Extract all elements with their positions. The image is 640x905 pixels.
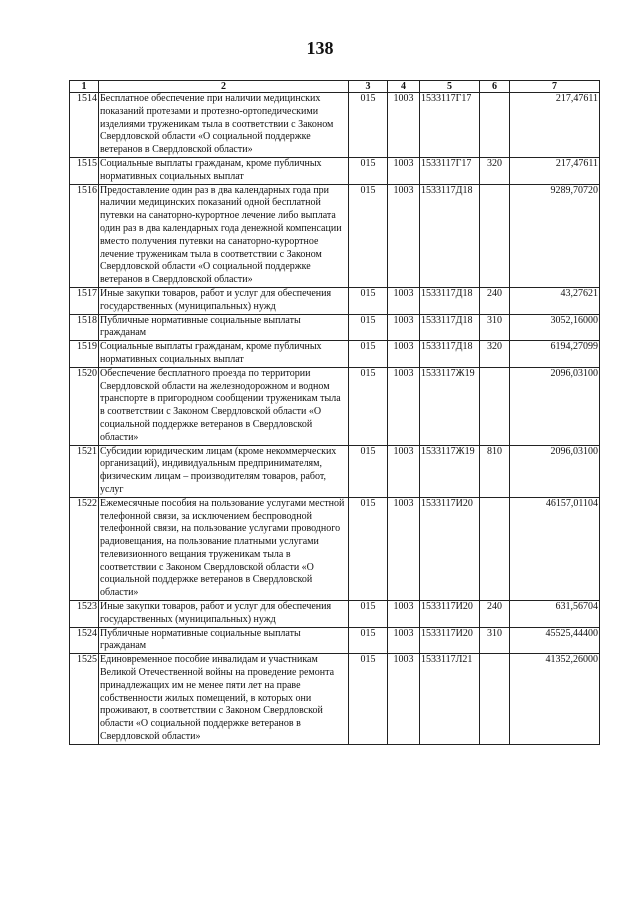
section-code-cell: 1003 — [388, 445, 420, 497]
row-number-cell: 1514 — [70, 93, 99, 158]
expense-type-cell: 320 — [480, 157, 510, 184]
amount-cell: 631,56704 — [510, 601, 600, 628]
expense-type-cell — [480, 184, 510, 287]
ministry-code-cell: 015 — [349, 287, 388, 314]
table-row — [70, 497, 600, 600]
section-code-cell: 1003 — [388, 157, 420, 184]
ministry-code-cell: 015 — [349, 601, 388, 628]
amount-cell: 2096,03100 — [510, 367, 600, 445]
row-number-cell: 1521 — [70, 445, 99, 497]
expense-type-cell — [480, 367, 510, 445]
row-number-cell: 1525 — [70, 654, 99, 745]
expense-type-cell — [480, 654, 510, 745]
row-number-cell: 1516 — [70, 184, 99, 287]
description-cell: Единовременное пособие инвалидам и участникам Великой Отечественной войны на проведение ремонта принадлежащих им не менее пяти лет на праве собственности жилых помещений, в которых они проживают, в соответствии с Законом Свердловской области «О социальной поддержке ветеранов в Свердловской области» — [99, 654, 349, 745]
description-cell: Социальные выплаты гражданам, кроме публичных нормативных социальных выплат — [99, 341, 349, 368]
header-cell: 1 — [70, 81, 99, 93]
expense-type-cell — [480, 93, 510, 158]
page-number: 138 — [306, 38, 334, 58]
description-cell: Публичные нормативные социальные выплаты гражданам — [99, 627, 349, 654]
expense-type-cell: 320 — [480, 341, 510, 368]
amount-cell: 45525,44400 — [510, 627, 600, 654]
description-cell: Обеспечение бесплатного проезда по территории Свердловской области на железнодорожном и водном транспорте в пригородном сообщении труженикам тыла в соответствии с Законом Свердловской области «О социальной поддержке ветеранов в Свердловской области» — [99, 367, 349, 445]
target-code-cell: 1533117И20 — [420, 627, 480, 654]
target-code-cell: 1533117Д18 — [420, 184, 480, 287]
expense-type-cell: 240 — [480, 601, 510, 628]
row-number-cell: 1520 — [70, 367, 99, 445]
target-code-cell: 1533117Д18 — [420, 287, 480, 314]
description-cell: Ежемесячные пособия на пользование услугами местной телефонной связи, за исключением беспроводной телефонной связи, на пользование услугами проводного радиовещания, на пользование платными услугами телевизионного вещания труженикам тыла в соответствии с Законом Свердловской области «О социальной поддержке ветеранов в Свердловской области» — [99, 497, 349, 600]
amount-cell: 2096,03100 — [510, 445, 600, 497]
header-cell: 6 — [480, 81, 510, 93]
section-code-cell: 1003 — [388, 601, 420, 628]
row-number-cell: 1517 — [70, 287, 99, 314]
description-cell: Субсидии юридическим лицам (кроме некоммерческих организаций), индивидуальным предпринимателям, физическим лицам – производителям товаров, работ, услуг — [99, 445, 349, 497]
amount-cell: 41352,26000 — [510, 654, 600, 745]
section-code-cell: 1003 — [388, 314, 420, 341]
amount-cell: 9289,70720 — [510, 184, 600, 287]
description-cell: Иные закупки товаров, работ и услуг для обеспечения государственных (муниципальных) нужд — [99, 601, 349, 628]
table-row — [70, 654, 600, 745]
table-row — [70, 184, 600, 287]
target-code-cell: 1533117Д18 — [420, 314, 480, 341]
target-code-cell: 1533117Ж19 — [420, 367, 480, 445]
target-code-cell: 1533117И20 — [420, 601, 480, 628]
table-row — [70, 287, 600, 314]
amount-cell: 46157,01104 — [510, 497, 600, 600]
amount-cell: 43,27621 — [510, 287, 600, 314]
section-code-cell: 1003 — [388, 627, 420, 654]
ministry-code-cell: 015 — [349, 93, 388, 158]
ministry-code-cell: 015 — [349, 314, 388, 341]
section-code-cell: 1003 — [388, 497, 420, 600]
amount-cell: 6194,27099 — [510, 341, 600, 368]
table-row — [70, 157, 600, 184]
ministry-code-cell: 015 — [349, 627, 388, 654]
header-cell: 2 — [99, 81, 349, 93]
ministry-code-cell: 015 — [349, 184, 388, 287]
target-code-cell: 1533117Л21 — [420, 654, 480, 745]
section-code-cell: 1003 — [388, 341, 420, 368]
budget-table — [69, 80, 600, 745]
section-code-cell: 1003 — [388, 367, 420, 445]
ministry-code-cell: 015 — [349, 654, 388, 745]
expense-type-cell — [480, 497, 510, 600]
row-number-cell: 1518 — [70, 314, 99, 341]
section-code-cell: 1003 — [388, 184, 420, 287]
description-cell: Бесплатное обеспечение при наличии медицинских показаний протезами и протезно-ортопедическими изделиями труженикам тыла в соответствии с Законом Свердловской области «О социальной поддержке ветеранов в Свердловской области» — [99, 93, 349, 158]
table-row — [70, 627, 600, 654]
header-cell: 3 — [349, 81, 388, 93]
row-number-cell: 1519 — [70, 341, 99, 368]
table-row — [70, 341, 600, 368]
description-cell: Социальные выплаты гражданам, кроме публичных нормативных социальных выплат — [99, 157, 349, 184]
description-cell: Предоставление один раз в два календарных года при наличии медицинских показаний одной бесплатной путевки на санаторно-курортное лечение либо выплата один раз в два календарных года денежной компенсации вместо получения путевки на санаторно-курортное лечение труженикам тыла в соответствии с Законом Свердловской области «О социальной поддержке ветеранов в Свердловской области» — [99, 184, 349, 287]
ministry-code-cell: 015 — [349, 445, 388, 497]
section-code-cell: 1003 — [388, 287, 420, 314]
expense-type-cell: 310 — [480, 314, 510, 341]
expense-type-cell: 810 — [480, 445, 510, 497]
ministry-code-cell: 015 — [349, 497, 388, 600]
expense-type-cell: 310 — [480, 627, 510, 654]
ministry-code-cell: 015 — [349, 367, 388, 445]
row-number-cell: 1524 — [70, 627, 99, 654]
table-row — [70, 367, 600, 445]
row-number-cell: 1523 — [70, 601, 99, 628]
ministry-code-cell: 015 — [349, 341, 388, 368]
description-cell: Публичные нормативные социальные выплаты гражданам — [99, 314, 349, 341]
table-row — [70, 93, 600, 158]
header-row — [70, 81, 600, 93]
ministry-code-cell: 015 — [349, 157, 388, 184]
table-row — [70, 314, 600, 341]
target-code-cell: 1533117Г17 — [420, 93, 480, 158]
table-body — [70, 93, 600, 745]
expense-type-cell: 240 — [480, 287, 510, 314]
section-code-cell: 1003 — [388, 654, 420, 745]
target-code-cell: 1533117Д18 — [420, 341, 480, 368]
target-code-cell: 1533117Ж19 — [420, 445, 480, 497]
row-number-cell: 1522 — [70, 497, 99, 600]
table-row — [70, 445, 600, 497]
header-cell: 7 — [510, 81, 600, 93]
amount-cell: 217,47611 — [510, 157, 600, 184]
target-code-cell: 1533117И20 — [420, 497, 480, 600]
header-cell: 5 — [420, 81, 480, 93]
row-number-cell: 1515 — [70, 157, 99, 184]
amount-cell: 3052,16000 — [510, 314, 600, 341]
table-row — [70, 601, 600, 628]
amount-cell: 217,47611 — [510, 93, 600, 158]
header-cell: 4 — [388, 81, 420, 93]
section-code-cell: 1003 — [388, 93, 420, 158]
target-code-cell: 1533117Г17 — [420, 157, 480, 184]
description-cell: Иные закупки товаров, работ и услуг для обеспечения государственных (муниципальных) нужд — [99, 287, 349, 314]
